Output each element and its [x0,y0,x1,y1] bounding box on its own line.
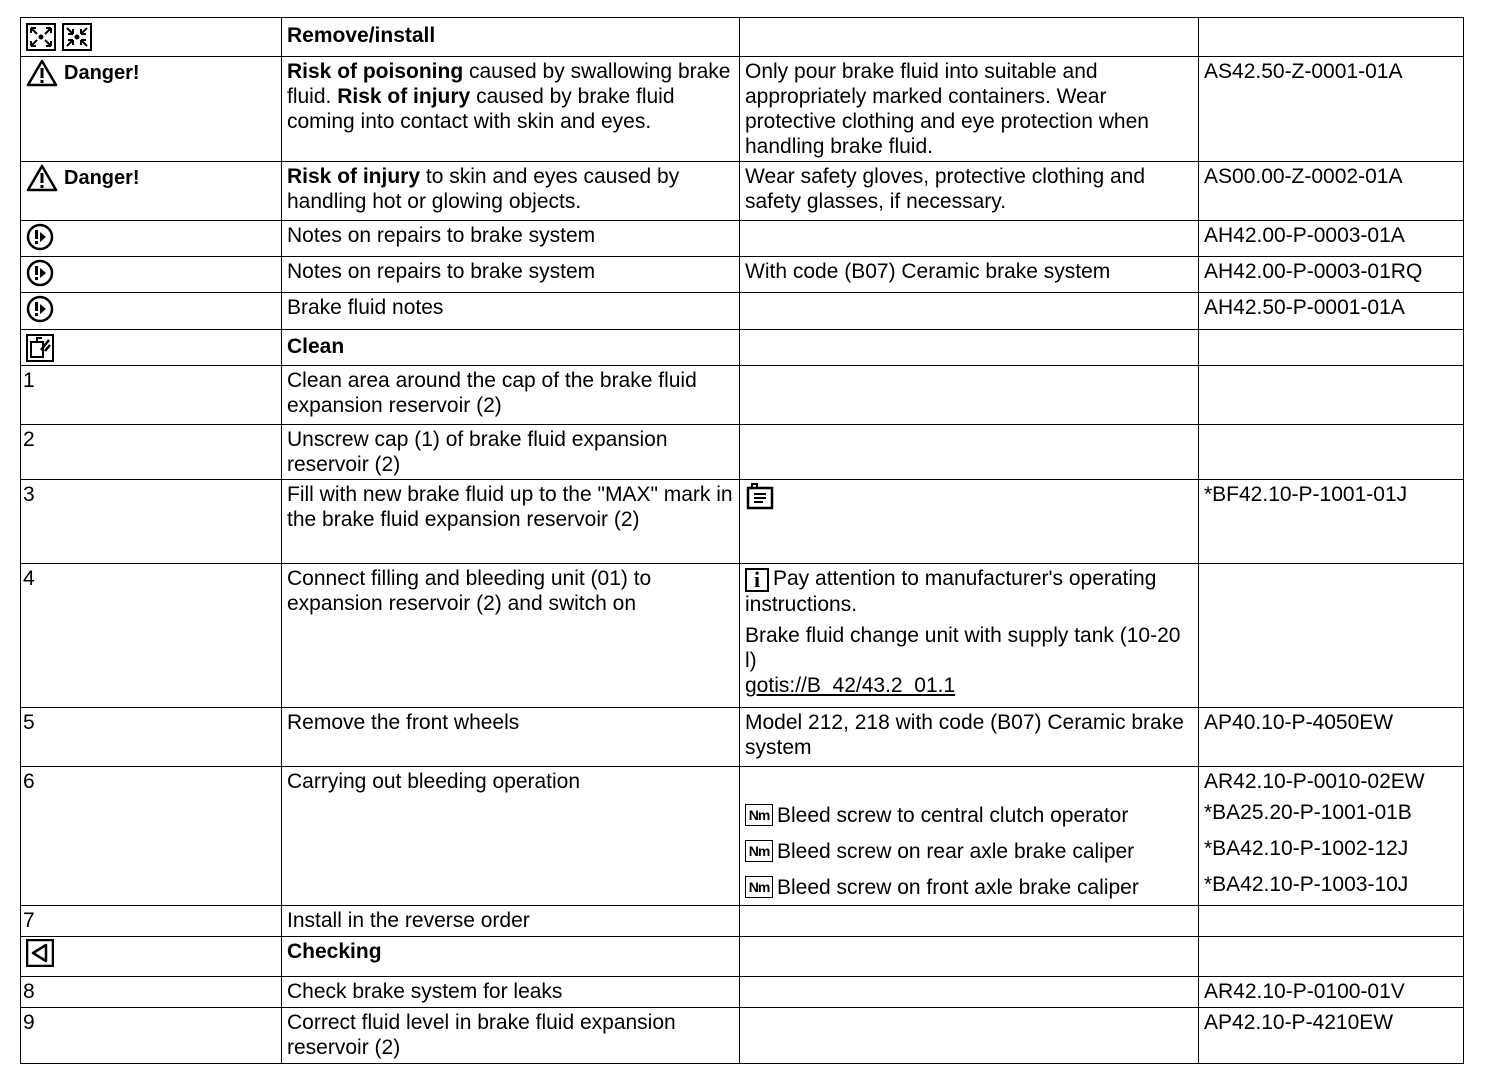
danger-cell [21,162,282,221]
table-row [21,977,1464,1008]
cell-remark: With code (B07) Ceramic brake system [740,257,1199,293]
doc-ref: *BA42.10-P-1003-10J [1204,873,1409,896]
note-icon [26,295,54,323]
torque-icon: Nm [745,804,773,826]
checking-icon [26,939,54,967]
cell-description [282,162,740,221]
torque-text: Bleed screw to central clutch operator [777,804,1129,827]
risk-injury: Risk of injury [337,85,471,108]
gotis-link[interactable]: gotis://B_42/43.2_01.1 [745,674,956,697]
note-icon [26,259,54,287]
cell-description: Install in the reverse order [282,906,740,937]
warning-icon [26,164,58,192]
torque-line [745,839,1193,864]
cell-remark [740,330,1199,366]
cell-document: AH42.50-P-0001-01A [1199,293,1464,330]
cell-document: AP42.10-P-4210EW [1199,1008,1464,1064]
cell-description: Notes on repairs to brake system [282,257,740,293]
cell-remark [740,480,1199,564]
note-icon [26,223,54,251]
torque-text: Bleed screw on front axle brake caliper [777,876,1139,899]
cell-document [1199,18,1464,57]
risk-injury-text: to skin and eyes caused by handling hot or glowing objects. [287,165,680,213]
cell-remark [740,293,1199,330]
cell-remark [740,767,1199,906]
cell-document: AS00.00-Z-0002-01A [1199,162,1464,221]
risk-injury: Risk of injury [287,165,421,188]
doc-ref: AR42.10-P-0010-02EW [1204,770,1425,793]
note-cell [21,293,282,330]
cell-document [1199,564,1464,708]
cell-document [1199,906,1464,937]
note-cell [21,221,282,257]
table-row [21,18,1464,57]
table-row [21,1008,1464,1064]
cell-remark [740,18,1199,57]
cell-description: Unscrew cap (1) of brake fluid expansion reservoir (2) [282,425,740,480]
table-row [21,906,1464,937]
torque-line [745,803,1193,828]
cell-description: Carrying out bleeding operation [282,767,740,906]
cell-document: AR42.10-P-0100-01V [1199,977,1464,1008]
table-row [21,293,1464,330]
table-row [21,330,1464,366]
checking-cell [21,937,282,977]
table-row [21,162,1464,221]
step-number: 3 [21,480,282,564]
risk-injury-text: caused by brake fluid coming into contact with skin and eyes. [287,85,675,133]
clean-icon [26,334,54,362]
cell-description: Remove the front wheels [282,708,740,767]
step-number: 7 [21,906,282,937]
step-number: 9 [21,1008,282,1064]
cell-remark [740,1008,1199,1064]
cell-remark [740,937,1199,977]
cell-description: Notes on repairs to brake system [282,221,740,257]
step-number: 8 [21,977,282,1008]
cell-remark: Model 212, 218 with code (B07) Ceramic brake system [740,708,1199,767]
danger-text: Danger! [64,166,140,189]
tool-text: Brake fluid change unit with supply tank (10-20 l) [745,624,1181,672]
risk-poisoning-text: caused by swallowing brake fluid. [287,60,731,108]
install-icon [62,23,92,51]
table-row [21,767,1464,906]
torque-icon: Nm [745,876,773,898]
info-text: Pay attention to manufacturer's operating instructions. [745,567,1157,616]
cell-description [282,57,740,162]
torque-text: Bleed screw on rear axle brake caliper [777,840,1135,863]
remove-icon [26,23,56,51]
table-row [21,257,1464,293]
risk-poisoning: Risk of poisoning [287,60,464,83]
table-row [21,480,1464,564]
warning-icon [26,59,58,87]
table-row [21,564,1464,708]
doc-ref: *BA25.20-P-1001-01B [1204,801,1412,824]
danger-cell [21,57,282,162]
cell-description: Check brake system for leaks [282,977,740,1008]
cell-remark [740,221,1199,257]
cell-document: AS42.50-Z-0001-01A [1199,57,1464,162]
torque-line [745,875,1193,900]
cell-description: Fill with new brake fluid up to the "MAX" mark in the brake fluid expansion reservoir (2) [282,480,740,564]
info-line [745,566,1193,617]
cell-document [1199,330,1464,366]
cell-document: *BF42.10-P-1001-01J [1199,480,1464,564]
table-row [21,708,1464,767]
table-row [21,221,1464,257]
fluid-container-icon [745,482,775,510]
step-number: 6 [21,767,282,906]
section-title: Checking [282,937,740,977]
cell-remark: Wear safety gloves, protective clothing and safety glasses, if necessary. [740,162,1199,221]
table-row [21,366,1464,425]
cell-document: AH42.00-P-0003-01RQ [1199,257,1464,293]
cell-remark [740,564,1199,708]
cell-description: Correct fluid level in brake fluid expansion reservoir (2) [282,1008,740,1064]
torque-icon: Nm [745,840,773,862]
step-number: 4 [21,564,282,708]
cell-remark [740,977,1199,1008]
clean-cell [21,330,282,366]
section-title: Clean [282,330,740,366]
note-cell [21,257,282,293]
danger-text: Danger! [64,61,140,84]
cell-remark [740,425,1199,480]
danger-label [26,164,140,192]
cell-document [1199,767,1464,906]
info-icon: i [745,568,769,592]
row-icons [21,18,282,57]
cell-description: Brake fluid notes [282,293,740,330]
step-number: 5 [21,708,282,767]
cell-remark: Only pour brake fluid into suitable and appropriately marked containers. Wear protective clothing and eye protection when handling brake fluid. [740,57,1199,162]
cell-document [1199,366,1464,425]
cell-description: Clean area around the cap of the brake fluid expansion reservoir (2) [282,366,740,425]
section-title: Remove/install [282,18,740,57]
cell-document: AP40.10-P-4050EW [1199,708,1464,767]
table-row [21,937,1464,977]
cell-document [1199,425,1464,480]
danger-label [26,59,140,87]
step-number: 2 [21,425,282,480]
procedure-table [20,17,1464,1064]
cell-document [1199,937,1464,977]
table-row [21,57,1464,162]
cell-description: Connect filling and bleeding unit (01) to expansion reservoir (2) and switch on [282,564,740,708]
cell-remark [740,906,1199,937]
cell-remark [740,366,1199,425]
table-row [21,425,1464,480]
cell-document: AH42.00-P-0003-01A [1199,221,1464,257]
doc-ref: *BA42.10-P-1002-12J [1204,837,1409,860]
step-number: 1 [21,366,282,425]
